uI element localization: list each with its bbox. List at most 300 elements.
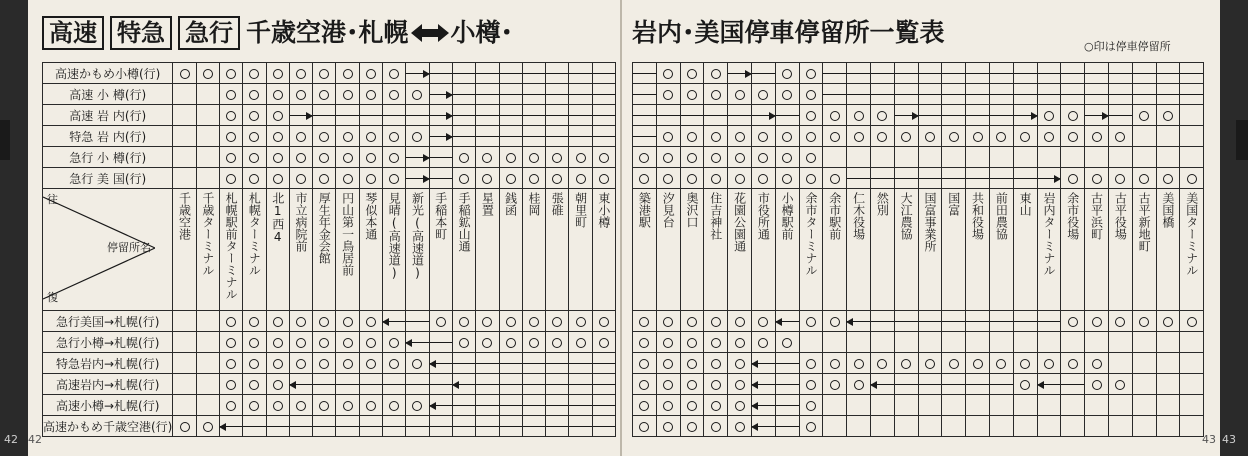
stop-cell <box>546 311 569 332</box>
stop-cell <box>918 311 942 332</box>
pass-line <box>633 136 656 137</box>
pass-line <box>1061 94 1084 95</box>
pass-line <box>430 73 452 74</box>
stop-cell <box>751 353 775 374</box>
stop-cell <box>1156 311 1180 332</box>
stop-circle <box>663 69 673 79</box>
pass-line <box>1085 73 1108 74</box>
stop-cell <box>359 126 382 147</box>
stop-circle <box>273 380 283 390</box>
stop-cell <box>546 395 569 416</box>
stop-name: 星置 <box>480 192 495 216</box>
stop-circle <box>296 153 306 163</box>
stop-name-header <box>336 189 359 311</box>
stop-cell <box>823 311 847 332</box>
pass-line <box>546 363 568 364</box>
stop-cell <box>1180 374 1204 395</box>
pass-line <box>523 363 545 364</box>
stop-cell <box>656 126 680 147</box>
pass-line <box>823 94 846 95</box>
stop-cell <box>359 374 382 395</box>
stop-circle <box>529 338 539 348</box>
stop-cell <box>942 332 966 353</box>
stop-circle <box>1044 111 1054 121</box>
pass-line <box>593 73 615 74</box>
stop-cell <box>383 416 406 437</box>
stop-cell <box>406 63 429 84</box>
stop-circle <box>1068 174 1078 184</box>
stop-cell <box>1180 332 1204 353</box>
stop-circle <box>830 174 840 184</box>
service-label: 高速かもめ千歳空港(行) <box>43 416 173 437</box>
stop-circle <box>735 338 745 348</box>
stop-cell <box>1013 168 1037 189</box>
pass-line <box>593 363 615 364</box>
stop-cell <box>894 395 918 416</box>
stop-circle <box>319 174 329 184</box>
pass-line <box>1038 73 1061 74</box>
service-label: 高速岩内→札幌(行) <box>43 374 173 395</box>
stop-cell <box>847 395 871 416</box>
stop-circle <box>296 338 306 348</box>
stop-cell <box>1180 105 1204 126</box>
stop-cell <box>289 353 312 374</box>
pass-line <box>871 178 894 179</box>
stop-cell <box>173 374 196 395</box>
stop-cell <box>1085 332 1109 353</box>
stop-circle <box>1115 380 1125 390</box>
stop-cell <box>406 374 429 395</box>
service-label: 高速 岩 内(行) <box>43 105 173 126</box>
stop-cell <box>592 332 615 353</box>
stop-circle <box>459 153 469 163</box>
stop-cell <box>680 353 704 374</box>
stop-circle <box>1115 132 1125 142</box>
stop-cell <box>173 353 196 374</box>
stop-cell <box>592 374 615 395</box>
stop-cell <box>266 126 289 147</box>
pass-line <box>895 321 918 322</box>
stop-cell <box>522 126 545 147</box>
stop-cell <box>336 126 359 147</box>
pass-line <box>430 426 452 427</box>
stop-cell <box>1156 168 1180 189</box>
title-route-part3: 岩内･美国停車停留所一覧表 <box>632 18 945 47</box>
stop-circle <box>830 380 840 390</box>
stop-cell <box>942 126 966 147</box>
stop-circle <box>1187 174 1197 184</box>
stop-cell <box>592 63 615 84</box>
arrow-left-icon <box>452 381 459 389</box>
stop-cell <box>289 332 312 353</box>
stop-cell <box>313 105 336 126</box>
stop-cell <box>546 374 569 395</box>
stop-cell <box>592 416 615 437</box>
stop-cell <box>1180 395 1204 416</box>
stop-cell <box>823 105 847 126</box>
stop-circle <box>687 422 697 432</box>
pass-line <box>1180 73 1203 74</box>
stop-name: 古平役場 <box>1113 192 1128 240</box>
pass-line <box>500 115 522 116</box>
stop-cell <box>633 395 657 416</box>
pass-line <box>919 73 942 74</box>
stop-circle <box>319 69 329 79</box>
stop-cell <box>266 84 289 105</box>
stop-cell <box>1037 84 1061 105</box>
stop-cell <box>546 168 569 189</box>
stop-name: 国富事業所 <box>922 192 937 252</box>
stop-circle <box>249 111 259 121</box>
pass-line <box>593 136 615 137</box>
stop-cell <box>775 105 799 126</box>
pass-line <box>1061 73 1084 74</box>
stop-name-header <box>870 189 894 311</box>
stop-name: 桂岡 <box>526 192 541 216</box>
stop-name: 余市駅前 <box>827 192 842 240</box>
stop-circle <box>412 132 422 142</box>
stop-cell <box>1180 416 1204 437</box>
pass-line <box>569 115 591 116</box>
stop-cell <box>289 416 312 437</box>
stop-cell <box>799 395 823 416</box>
stop-cell <box>546 84 569 105</box>
stop-cell <box>173 105 196 126</box>
stop-cell <box>918 147 942 168</box>
stop-cell <box>313 416 336 437</box>
pass-line <box>336 426 358 427</box>
stop-cell <box>429 395 452 416</box>
stop-circle <box>343 401 353 411</box>
stop-circle <box>366 317 376 327</box>
stop-cell <box>383 63 406 84</box>
stop-cell <box>1156 147 1180 168</box>
stop-cell <box>942 395 966 416</box>
arrow-left-icon <box>429 360 436 368</box>
pass-line <box>895 178 918 179</box>
stop-cell <box>1013 84 1037 105</box>
stop-circle <box>758 338 768 348</box>
stop-circle <box>226 338 236 348</box>
stop-cell <box>847 84 871 105</box>
stop-name: 札幌ターミナル <box>247 192 262 276</box>
timetable-row <box>43 374 616 395</box>
stop-cell <box>592 147 615 168</box>
pass-line <box>430 342 452 343</box>
stop-cell <box>918 395 942 416</box>
stop-cell <box>656 311 680 332</box>
pass-line <box>633 94 656 95</box>
pass-line <box>593 384 615 385</box>
pass-line <box>1133 73 1156 74</box>
stop-circle <box>249 132 259 142</box>
stop-cell <box>656 353 680 374</box>
stop-cell <box>799 374 823 395</box>
stop-cell <box>870 332 894 353</box>
stop-circle <box>687 174 697 184</box>
stop-cell <box>728 395 752 416</box>
pass-line <box>546 426 568 427</box>
stop-name-header <box>1085 189 1109 311</box>
stop-cell <box>775 63 799 84</box>
stop-cell <box>196 105 219 126</box>
stop-circle <box>226 380 236 390</box>
stop-circle <box>343 69 353 79</box>
stop-name: 岩内ターミナル <box>1041 192 1056 276</box>
timetable-row <box>43 311 616 332</box>
stop-circle <box>482 174 492 184</box>
stop-circle <box>249 401 259 411</box>
stop-cell <box>1108 374 1132 395</box>
stop-cell <box>243 311 266 332</box>
stop-cell <box>289 84 312 105</box>
stop-cell <box>476 126 499 147</box>
stop-cell <box>751 311 775 332</box>
stop-circle <box>1163 111 1173 121</box>
stop-circle <box>180 69 190 79</box>
stop-cell <box>847 332 871 353</box>
pass-line <box>776 115 799 116</box>
stop-circle <box>249 90 259 100</box>
stop-name: 築港駅 <box>637 192 652 228</box>
stop-cell <box>383 105 406 126</box>
pass-line <box>990 73 1013 74</box>
stop-name-header <box>546 189 569 311</box>
pass-line <box>728 115 751 116</box>
stop-circle <box>687 338 697 348</box>
stop-cell <box>704 105 728 126</box>
pass-line <box>966 73 989 74</box>
stop-cell <box>1180 63 1204 84</box>
stop-circle <box>412 90 422 100</box>
stop-cell <box>383 84 406 105</box>
stop-cell <box>266 395 289 416</box>
stop-cell <box>336 374 359 395</box>
stop-cell <box>546 126 569 147</box>
stop-circle <box>506 174 516 184</box>
stop-cell <box>728 353 752 374</box>
stop-name-header <box>1061 189 1085 311</box>
stop-cell <box>429 63 452 84</box>
stop-circle <box>806 69 816 79</box>
stop-cell <box>918 353 942 374</box>
stop-circle <box>806 401 816 411</box>
stop-circle <box>830 132 840 142</box>
pass-line <box>453 115 475 116</box>
stop-name: 美国ターミナル <box>1184 192 1199 276</box>
stop-circle <box>639 380 649 390</box>
stop-name-header <box>799 189 823 311</box>
pass-line <box>546 136 568 137</box>
page-number-right: 43 <box>1202 433 1216 446</box>
timetable-row <box>633 168 1204 189</box>
stop-cell <box>406 126 429 147</box>
pass-line <box>500 94 522 95</box>
stop-cell <box>894 332 918 353</box>
stop-circle <box>687 317 697 327</box>
double-arrow-icon <box>411 23 449 43</box>
stop-cell <box>894 311 918 332</box>
stop-cell <box>966 416 990 437</box>
right-page <box>622 0 1220 456</box>
stop-cell <box>1108 126 1132 147</box>
pass-line <box>476 384 498 385</box>
stop-cell <box>429 147 452 168</box>
stop-name: 厚生年金会館 <box>317 192 332 264</box>
stop-cell <box>799 105 823 126</box>
stop-cell <box>1085 353 1109 374</box>
stop-cell <box>1061 395 1085 416</box>
stop-cell <box>336 84 359 105</box>
stop-cell <box>633 311 657 332</box>
stop-cell <box>569 416 592 437</box>
stop-circle <box>273 69 283 79</box>
stop-circle <box>529 153 539 163</box>
stop-cell <box>243 105 266 126</box>
stop-cell <box>728 126 752 147</box>
stop-cell <box>1013 395 1037 416</box>
pass-line <box>476 136 498 137</box>
stop-cell <box>592 84 615 105</box>
stop-cell <box>918 126 942 147</box>
stop-cell <box>894 105 918 126</box>
stop-cell <box>1156 395 1180 416</box>
stop-cell <box>219 126 242 147</box>
stop-cell <box>989 374 1013 395</box>
stop-circle <box>319 401 329 411</box>
stop-circle <box>482 338 492 348</box>
stop-cell <box>406 84 429 105</box>
pass-line <box>569 136 591 137</box>
stop-cell <box>823 416 847 437</box>
stop-circle <box>854 111 864 121</box>
stop-circle <box>459 174 469 184</box>
stop-circle <box>296 69 306 79</box>
stop-cell <box>1085 168 1109 189</box>
pass-line <box>523 384 545 385</box>
stop-circle <box>735 359 745 369</box>
timetable-row <box>633 84 1204 105</box>
stop-circle <box>1068 132 1078 142</box>
stop-cell <box>823 168 847 189</box>
stop-circle <box>687 90 697 100</box>
stop-circle <box>576 317 586 327</box>
stop-cell <box>847 416 871 437</box>
stop-circle <box>925 132 935 142</box>
stop-name-header <box>1108 189 1132 311</box>
stop-cell <box>847 311 871 332</box>
stop-cell <box>522 353 545 374</box>
stop-cell <box>196 416 219 437</box>
stop-cell <box>429 168 452 189</box>
stop-cell <box>918 84 942 105</box>
pass-line <box>990 321 1013 322</box>
stop-cell <box>266 332 289 353</box>
pass-line <box>1038 94 1061 95</box>
stop-cell <box>847 353 871 374</box>
timetable-right <box>632 62 1204 437</box>
stop-cell <box>289 168 312 189</box>
pass-line <box>990 384 1013 385</box>
stop-cell <box>499 126 522 147</box>
stop-cell <box>799 147 823 168</box>
stop-cell <box>870 84 894 105</box>
stop-cell <box>823 63 847 84</box>
stop-name-header <box>569 189 592 311</box>
pass-line <box>383 115 405 116</box>
stop-cell <box>499 416 522 437</box>
stop-cell <box>894 84 918 105</box>
stop-circle <box>854 380 864 390</box>
stop-circle <box>758 153 768 163</box>
stop-cell <box>569 63 592 84</box>
stop-cell <box>680 63 704 84</box>
stop-cell <box>592 105 615 126</box>
stop-cell <box>633 126 657 147</box>
stop-cell <box>633 105 657 126</box>
stop-cell <box>1037 63 1061 84</box>
stop-circle <box>663 338 673 348</box>
stop-cell <box>1156 353 1180 374</box>
page-title-continued <box>632 16 945 50</box>
stop-circle <box>711 69 721 79</box>
stop-cell <box>680 416 704 437</box>
stop-cell <box>406 395 429 416</box>
stop-cell <box>894 353 918 374</box>
stop-cell <box>499 168 522 189</box>
stop-cell <box>989 395 1013 416</box>
stop-cell <box>704 332 728 353</box>
arrow-left-icon <box>405 339 412 347</box>
stop-circle <box>758 174 768 184</box>
pass-line <box>500 426 522 427</box>
stop-circle <box>249 359 259 369</box>
stop-cell <box>1132 84 1156 105</box>
stop-circle <box>1187 317 1197 327</box>
stop-cell <box>569 126 592 147</box>
stop-name-header <box>499 189 522 311</box>
stop-circle <box>806 422 816 432</box>
pass-line <box>919 321 942 322</box>
stop-circle <box>436 317 446 327</box>
stop-circle <box>806 174 816 184</box>
stop-circle <box>529 174 539 184</box>
stop-cell <box>775 353 799 374</box>
stop-circle <box>711 359 721 369</box>
stop-cell <box>1061 126 1085 147</box>
stop-circle <box>711 132 721 142</box>
stop-cell <box>383 311 406 332</box>
stop-cell <box>336 395 359 416</box>
stop-circle <box>343 90 353 100</box>
stop-name: 住吉神社 <box>708 192 723 240</box>
stop-cell <box>383 126 406 147</box>
stop-circle <box>877 111 887 121</box>
stop-circle <box>459 338 469 348</box>
stop-cell <box>313 168 336 189</box>
stop-cell <box>1013 105 1037 126</box>
timetable-row <box>43 63 616 84</box>
stop-cell <box>1061 416 1085 437</box>
pass-line <box>476 426 498 427</box>
stop-circle <box>1092 359 1102 369</box>
timetable-row <box>633 63 1204 84</box>
arrow-left-icon <box>751 402 758 410</box>
pass-line <box>546 384 568 385</box>
stop-circle <box>949 132 959 142</box>
stop-cell <box>847 374 871 395</box>
stop-cell <box>966 147 990 168</box>
